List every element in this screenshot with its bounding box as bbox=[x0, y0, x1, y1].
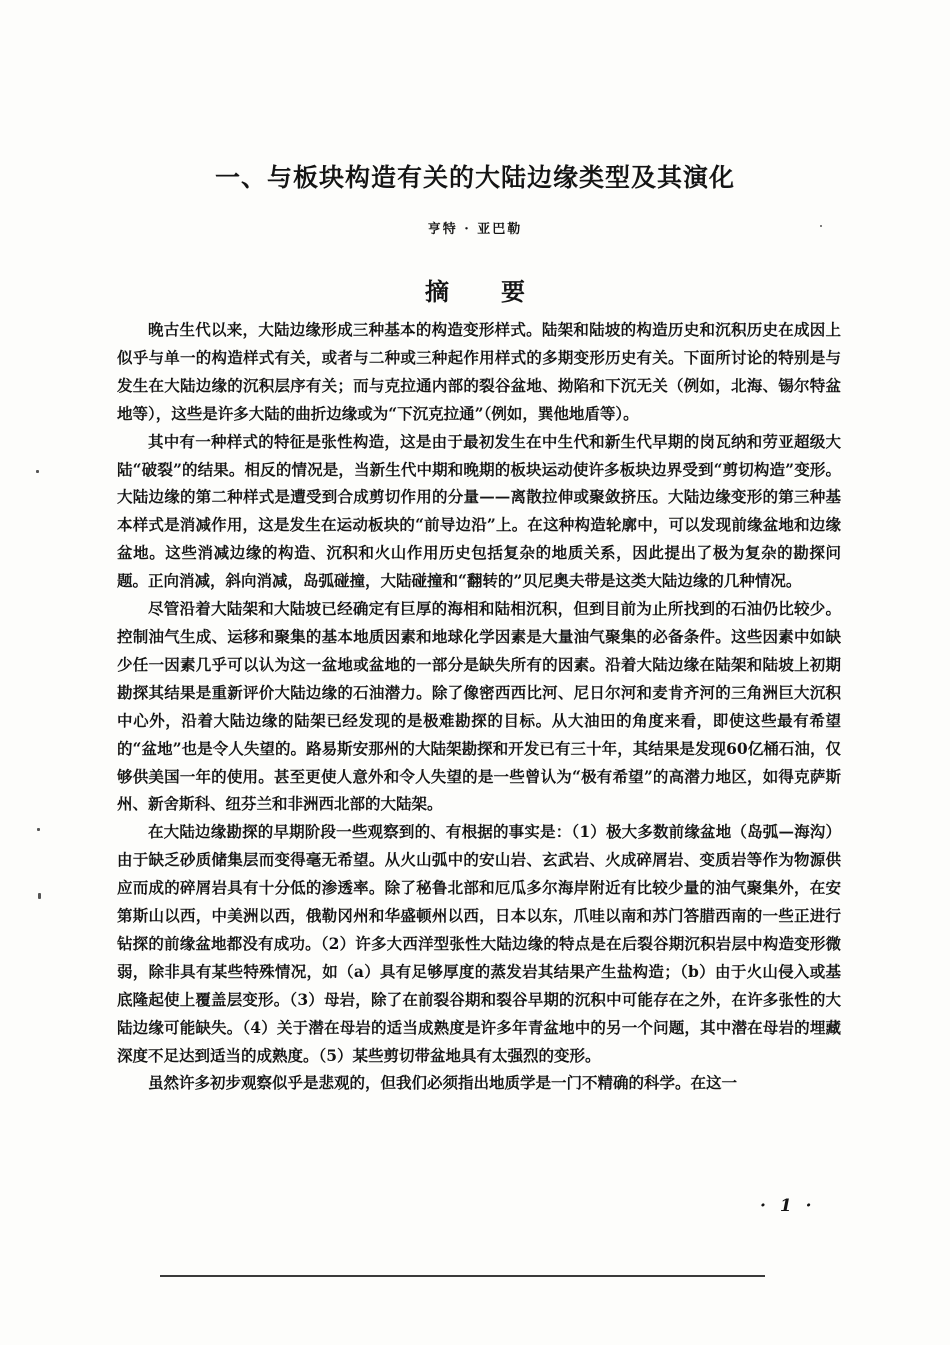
paragraph: 在大陆边缘勘探的早期阶段一些观察到的、有根据的事实是：（1）极大多数前缘盆地（岛弧—海沟）由于缺乏砂质储集层而变得毫无希望。从火山弧中的安山岩、玄武岩、火成碎屑岩、变质岩等作为物源供应而成的碎屑岩具有十分低的渗透率。除了秘鲁北部和厄瓜多尔海岸附近有比较少量的油气聚集外，在安第斯山以西，中美洲以西，俄勒冈州和华盛顿州以西，日本以东，爪哇以南和苏门答腊西南的一些正进行钻探的前缘盆地都没有成功。（2）许多大西洋型张性大陆边缘的特点是在后裂谷期沉积岩层中构造变形微弱，除非具有某些特殊情况，如（a）具有足够厚度的蒸发岩其结果产生盐构造；（b）由于火山侵入或基底隆起使上覆盖层变形。（3）母岩，除了在前裂谷期和裂谷早期的沉积中可能存在之外，在许多张性的大陆边缘可能缺失。（4）关于潜在母岩的适当成熟度是许多年青盆地中的另一个问题，其中潜在母岩的埋藏深度不足达到适当的成熟度。（5）某些剪切带盆地具有太强烈的变形。 bbox=[117, 822, 841, 1065]
paragraph: 虽然许多初步观察似乎是悲观的，但我们必须指出地质学是一门不精确的科学。在这一 bbox=[148, 1073, 738, 1093]
footer-rule bbox=[160, 1275, 765, 1277]
paragraph: 晚古生代以来，大陆边缘形成三种基本的构造变形样式。陆架和陆坡的构造历史和沉积历史在成因上似乎与单一的构造样式有关，或者与二种或三种起作用样式的多期变形历史有关。下面所讨论的特别是与发生在大陆边缘的沉积层序有关；而与克拉通内部的裂谷盆地、拗陷和下沉无关（例如，北海、锡尔特盆地等），这些是许多大陆的曲折边缘或为“下沉克拉通”（例如，巽他地盾等）。 bbox=[117, 320, 841, 423]
scan-speck bbox=[820, 225, 822, 227]
scan-speck bbox=[38, 893, 41, 899]
paragraph: 其中有一种样式的特征是张性构造，这是由于最初发生在中生代和新生代早期的岗瓦纳和劳亚超级大陆“破裂”的结果。相反的情况是，当新生代中期和晚期的板块运动使许多板块边界受到“剪切构造”变形。大陆边缘的第二种样式是遭受到合成剪切作用的分量——离散拉伸或聚敛挤压。大陆边缘变形的第三种基本样式是消减作用，这是发生在运动板块的“前导边沿”上。在这种构造轮廓中，可以发现前缘盆地和边缘盆地。这些消减边缘的构造、沉积和火山作用历史包括复杂的地质关系，因此提出了极为复杂的勘探问题。正向消减，斜向消减，岛弧碰撞，大陆碰撞和“翻转的”贝尼奥夫带是这类大陆边缘的几种情况。 bbox=[117, 431, 841, 591]
author-name: 亨特 · 亚巴勒 bbox=[427, 222, 523, 237]
scan-speck bbox=[37, 828, 40, 831]
abstract-heading: 摘要 bbox=[425, 277, 577, 306]
paragraph: 尽管沿着大陆架和大陆坡已经确定有巨厚的海相和陆相沉积，但到目前为止所找到的石油仍比较少。控制油气生成、运移和聚集的基本地质因素和地球化学因素是大量油气聚集的必备条件。这些因素中如缺少任一因素几乎可以认为这一盆地或盆地的一部分是缺失所有的因素。沿着大陆边缘在陆架和陆坡上初期勘探其结果是重新评价大陆边缘的石油潜力。除了像密西西比河、尼日尔河和麦肯齐河的三角洲巨大沉积中心外，沿着大陆边缘的陆架已经发现的是极难勘探的目标。从大油田的角度来看，即使这些最有希望的“盆地”也是令人失望的。路易斯安那州的大陆架勘探和开发已有三十年，其结果是发现60亿桶石油，仅够供美国一年的使用。甚至更使人意外和令人失望的是一些曾认为“极有希望”的高潜力地区，如得克萨斯州、新舍斯科、纽芬兰和非洲西北部的大陆架。 bbox=[117, 599, 841, 814]
document-title: 一、与板块构造有关的大陆边缘类型及其演化 bbox=[214, 163, 735, 192]
page-number: · 1 · bbox=[760, 1196, 816, 1216]
abstract-body bbox=[117, 316, 841, 1097]
scan-speck bbox=[36, 470, 39, 473]
